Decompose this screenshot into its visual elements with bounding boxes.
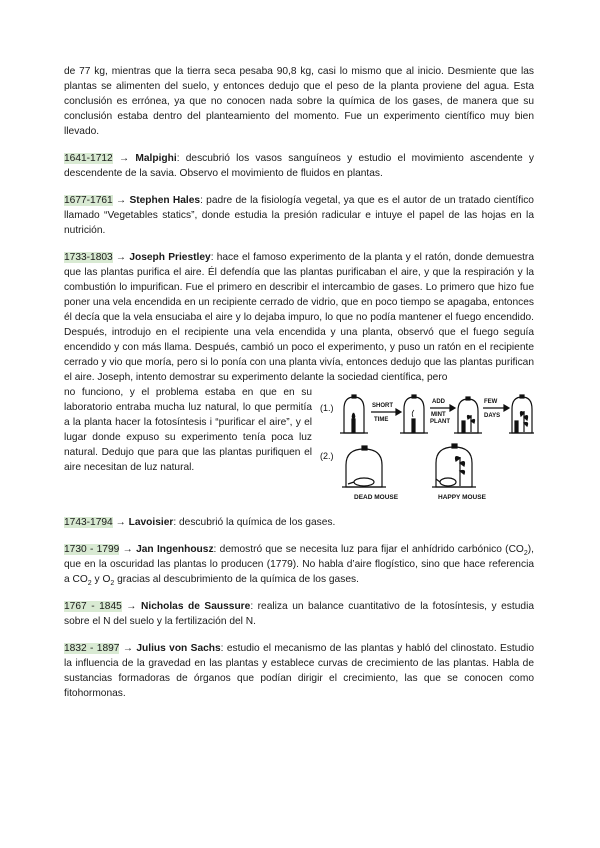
figure-label-1: (1.): [320, 403, 334, 413]
priestley-continuation: [64, 385, 534, 505]
figure-plant-label: PLANT: [430, 419, 450, 425]
entry-priestley: [64, 250, 534, 385]
entry-text: : demostró que se necesita luz para fijar el anhídrido carbónico (CO: [213, 544, 524, 555]
arrow: →: [119, 643, 137, 654]
entry-text: ), que en la oscuridad las plantas lo producen (1779). No habla d’aire flogístico, sino que hace referencia a CO: [64, 544, 534, 585]
entry-years: 1767 - 1845: [64, 601, 122, 612]
entry-name: Joseph Priestley: [129, 252, 211, 263]
entry-years: 1832 - 1897: [64, 643, 120, 654]
priestley-float-text: no funciono, y el problema estaba en que en su laboratorio entraba mucha luz natural, lo que permitía a la planta hacer la fotosíntesis i “purificar el aire”, y el lugar donde expuso su experimento tenía poca luz natural. Dedujo que para que las plantas purifiquen el aire necesitan de luz natural.: [64, 387, 312, 473]
arrow: →: [112, 195, 130, 206]
happy-mouse-label: HAPPY MOUSE: [438, 494, 486, 501]
entry-name: Nicholas de Saussure: [141, 601, 251, 612]
arrow: →: [121, 601, 142, 612]
entry-years: 1730 - 1799: [64, 544, 120, 555]
arrow: →: [119, 544, 137, 555]
entry-name: Jan Ingenhousz: [136, 544, 214, 555]
figure-mint-label: MINT: [431, 412, 446, 418]
entry-years: 1677-1761: [64, 195, 113, 206]
plant-mouse-experiment-illustration: [318, 387, 534, 505]
document-page: [64, 64, 534, 713]
entry-name: Stephen Hales: [129, 195, 201, 206]
candle-icon: [352, 419, 355, 432]
figure-days-label: DAYS: [484, 413, 501, 419]
figure-few-label: FEW: [484, 399, 498, 405]
subscript: 2: [523, 550, 528, 558]
entry-saussure: [64, 599, 534, 629]
figure-add-label: ADD: [432, 399, 445, 405]
arrow: →: [112, 517, 129, 528]
entry-malpighi: [64, 151, 534, 181]
entry-text: : realiza un balance cuantitativo de la fotosíntesis, y estudia sobre el N del suelo y la fertilización del N.: [64, 601, 534, 627]
happy-mouse-icon: [440, 478, 456, 486]
entry-text: : padre de la fisiología vegetal, ya que es el autor de un tratado científico llamado “Vegetables statics”, donde estudia la presión radicular e intuye el papel de las hojas en la nutrición.: [64, 195, 534, 236]
dead-mouse-icon: [354, 478, 374, 486]
entry-years: 1733-1803: [64, 252, 113, 263]
entry-sachs: [64, 641, 534, 701]
figure-label-2: (2.): [320, 451, 334, 461]
subscript: 2: [87, 580, 92, 588]
entry-years: 1641-1712: [64, 153, 113, 164]
entry-lavoisier: [64, 515, 534, 530]
intro-paragraph: de 77 kg, mientras que la tierra seca pesaba 90,8 kg, casi lo mismo que al inicio. Desmiente que las plantas se alimenten del suelo, y entonces dedujo que el peso de la planta proviene del agua. Esta conclusión es errónea, ya que no conocen nada sobre la química de los gases, de manera que su conclusión estaba dentro del planteamiento del momento. Fue un experimento científico muy bien llevado.: [64, 66, 534, 137]
entry-name: Lavoisier: [128, 517, 174, 528]
entry-text: : estudio el mecanismo de las plantas y habló del clinostato. Estudio la influencia de la gravedad en las plantas y establece curvas de crecimiento de las plantas. Habla de sustancias formadoras de órganos que podían dirigir el crecimiento, las que se conocen como fitohormonas.: [64, 643, 534, 699]
entry-name: Julius von Sachs: [136, 643, 221, 654]
figure-time-label: TIME: [374, 417, 389, 423]
subscript: 2: [110, 580, 115, 588]
entry-text: : hace el famoso experimento de la planta y el ratón, donde demuestra que las plantas purifica el aire. Él defendía que las plantas purificaban el aire, y que la respiración y la combustión lo impurifican. Fue el primero en describir el intercambio de gases. Lo primero que hizo fue poner una vela encendida en un recipiente cerrado de vidrio, que en poco tiempo se apagaba, entonces él decía que la vela ensuciaba el aire y lo dejaba impuro, lo que no podía mantener el fuego encendido. Después, introdujo en el recipiente una vela encendida y una planta, observó que el fuego seguía encendido y con más llama. Después, cambió un poco el experimento, y puso un ratón en el recipiente cerrado y vio que moría, pero si lo ponía con una planta vivía, entonces dedujo que las plantas purifican el aire. Joseph, intento demostrar su experimento delante la sociedad científica, pero: [64, 252, 534, 383]
entry-text: : descubrió la química de los gases.: [173, 517, 336, 528]
figure-short-label: SHORT: [372, 403, 393, 409]
arrow: →: [112, 252, 130, 263]
entry-text: y O: [91, 574, 111, 585]
entry-years: 1743-1794: [64, 517, 113, 528]
entry-hales: [64, 193, 534, 238]
dead-mouse-label: DEAD MOUSE: [354, 494, 399, 501]
entry-name: Malpighi: [135, 153, 177, 164]
entry-text: : descubrió los vasos sanguíneos y estudio el movimiento ascendente y descendente de la savia. Observo el movimiento de fluidos en plantas.: [64, 153, 534, 179]
entry-text: gracias al descubrimiento de la química de los gases.: [114, 574, 359, 585]
arrow: →: [112, 153, 136, 164]
entry-ingenhousz: [64, 542, 534, 587]
